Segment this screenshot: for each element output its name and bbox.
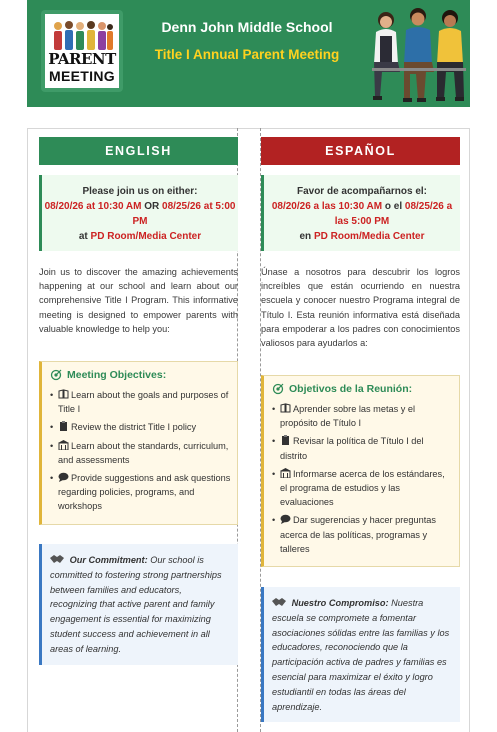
spanish-header: ESPAÑOL: [261, 137, 460, 165]
english-invite: Please join us on either:: [82, 186, 198, 197]
english-commitment-text: Our school is committed to fostering strong partnerships between families and educators, recognizing that active parent and family engagement is essential for maximizing student success and achievement in all areas of learning.: [50, 555, 222, 654]
english-date-1: 08/20/26 at 10:30 AM: [44, 201, 142, 212]
logo-text-parent: PARENT: [48, 50, 116, 68]
objective-item: • Learn about the standards, curriculum, and assessments: [50, 439, 231, 467]
objective-item: • Review the district Title I policy: [50, 420, 231, 434]
spanish-date-2: 08/25/26 a las 5:00 PM: [334, 201, 453, 227]
spanish-objectives-title: Objetivos de la Reunión:: [289, 383, 413, 395]
school-icon: [58, 440, 69, 450]
english-commitment-title: Our Commitment:: [69, 555, 148, 565]
spanish-invite: Favor de acompañarnos el:: [296, 186, 428, 197]
english-objectives-title: Meeting Objectives:: [67, 369, 167, 381]
objective-item: • Dar sugerencias y hacer preguntas acerca de las políticas, programas y talleres: [272, 513, 453, 556]
english-location: PD Room/Media Center: [90, 231, 202, 242]
speech-bubble-icon: [280, 514, 291, 524]
parent-meeting-logo: [41, 10, 123, 92]
book-icon: [58, 389, 69, 399]
spanish-date-1: 08/20/26 a las 10:30 AM: [271, 201, 383, 212]
spanish-meeting-times: [261, 175, 460, 251]
objective-item: • Aprender sobre las metas y el propósito de Título I: [272, 402, 453, 430]
target-icon: [272, 383, 284, 395]
meeting-title: Title I Annual Parent Meeting: [154, 47, 340, 62]
english-or: OR: [144, 201, 160, 212]
objective-item: • Learn about the goals and purposes of Title I: [50, 388, 231, 416]
objective-item: • Provide suggestions and ask questions regarding policies, programs, and workshops: [50, 471, 231, 514]
clipboard-icon: [58, 421, 69, 431]
logo-text-meeting: MEETING: [49, 68, 115, 84]
spanish-objectives-box: [261, 375, 460, 567]
seated-parents-illustration: [370, 2, 468, 105]
target-icon: [50, 369, 62, 381]
header-banner: [27, 0, 470, 107]
speech-bubble-icon: [58, 472, 69, 482]
objective-item: • Informarse acerca de los estándares, el programa de estudios y las evaluaciones: [272, 467, 453, 510]
spanish-intro: Únase a nosotros para descubrir los logros increíbles que están ocurriendo en nuestra escuela y conocer nuestro Programa integral de Título I. Esta reunión informativa está diseñada para empoderar a los padres con conocimientos valiosos para ayudarlos a:: [261, 267, 460, 349]
english-at: at: [78, 231, 88, 242]
clipboard-icon: [280, 435, 291, 445]
spanish-location: PD Room/Media Center: [313, 231, 425, 242]
english-header: ENGLISH: [39, 137, 238, 165]
english-intro: Join us to discover the amazing achievements happening at our school and learn about our comprehensive Title I Program. This informative meeting is designed to empower parents with valuable knowledge to help you:: [39, 267, 238, 334]
school-icon: [280, 468, 291, 478]
english-objectives-box: [39, 361, 238, 525]
english-meeting-times: [39, 175, 238, 251]
spanish-commitment-text: Nuestra escuela se compromete a fomentar asociaciones sólidas entre las familias y los educadores, reconociendo que la participación activa de padres y familias es esencial para maximizar el éxito y logro estudiantil en todas las áreas del aprendizaje.: [272, 598, 450, 712]
book-icon: [280, 403, 291, 413]
spanish-or: o el: [384, 201, 403, 212]
parents-group-icon: [51, 20, 113, 50]
handshake-icon: [50, 554, 64, 564]
handshake-icon: [272, 597, 286, 607]
spanish-at: en: [299, 231, 312, 242]
spanish-commitment-box: [261, 587, 460, 722]
english-date-2: 08/25/26 at 5:00 PM: [132, 201, 236, 227]
english-commitment-box: [39, 544, 238, 665]
objective-item: • Revisar la política de Título I del distrito: [272, 434, 453, 462]
school-name: Denn John Middle School: [161, 19, 333, 35]
spanish-commitment-title: Nuestro Compromiso:: [291, 598, 389, 608]
